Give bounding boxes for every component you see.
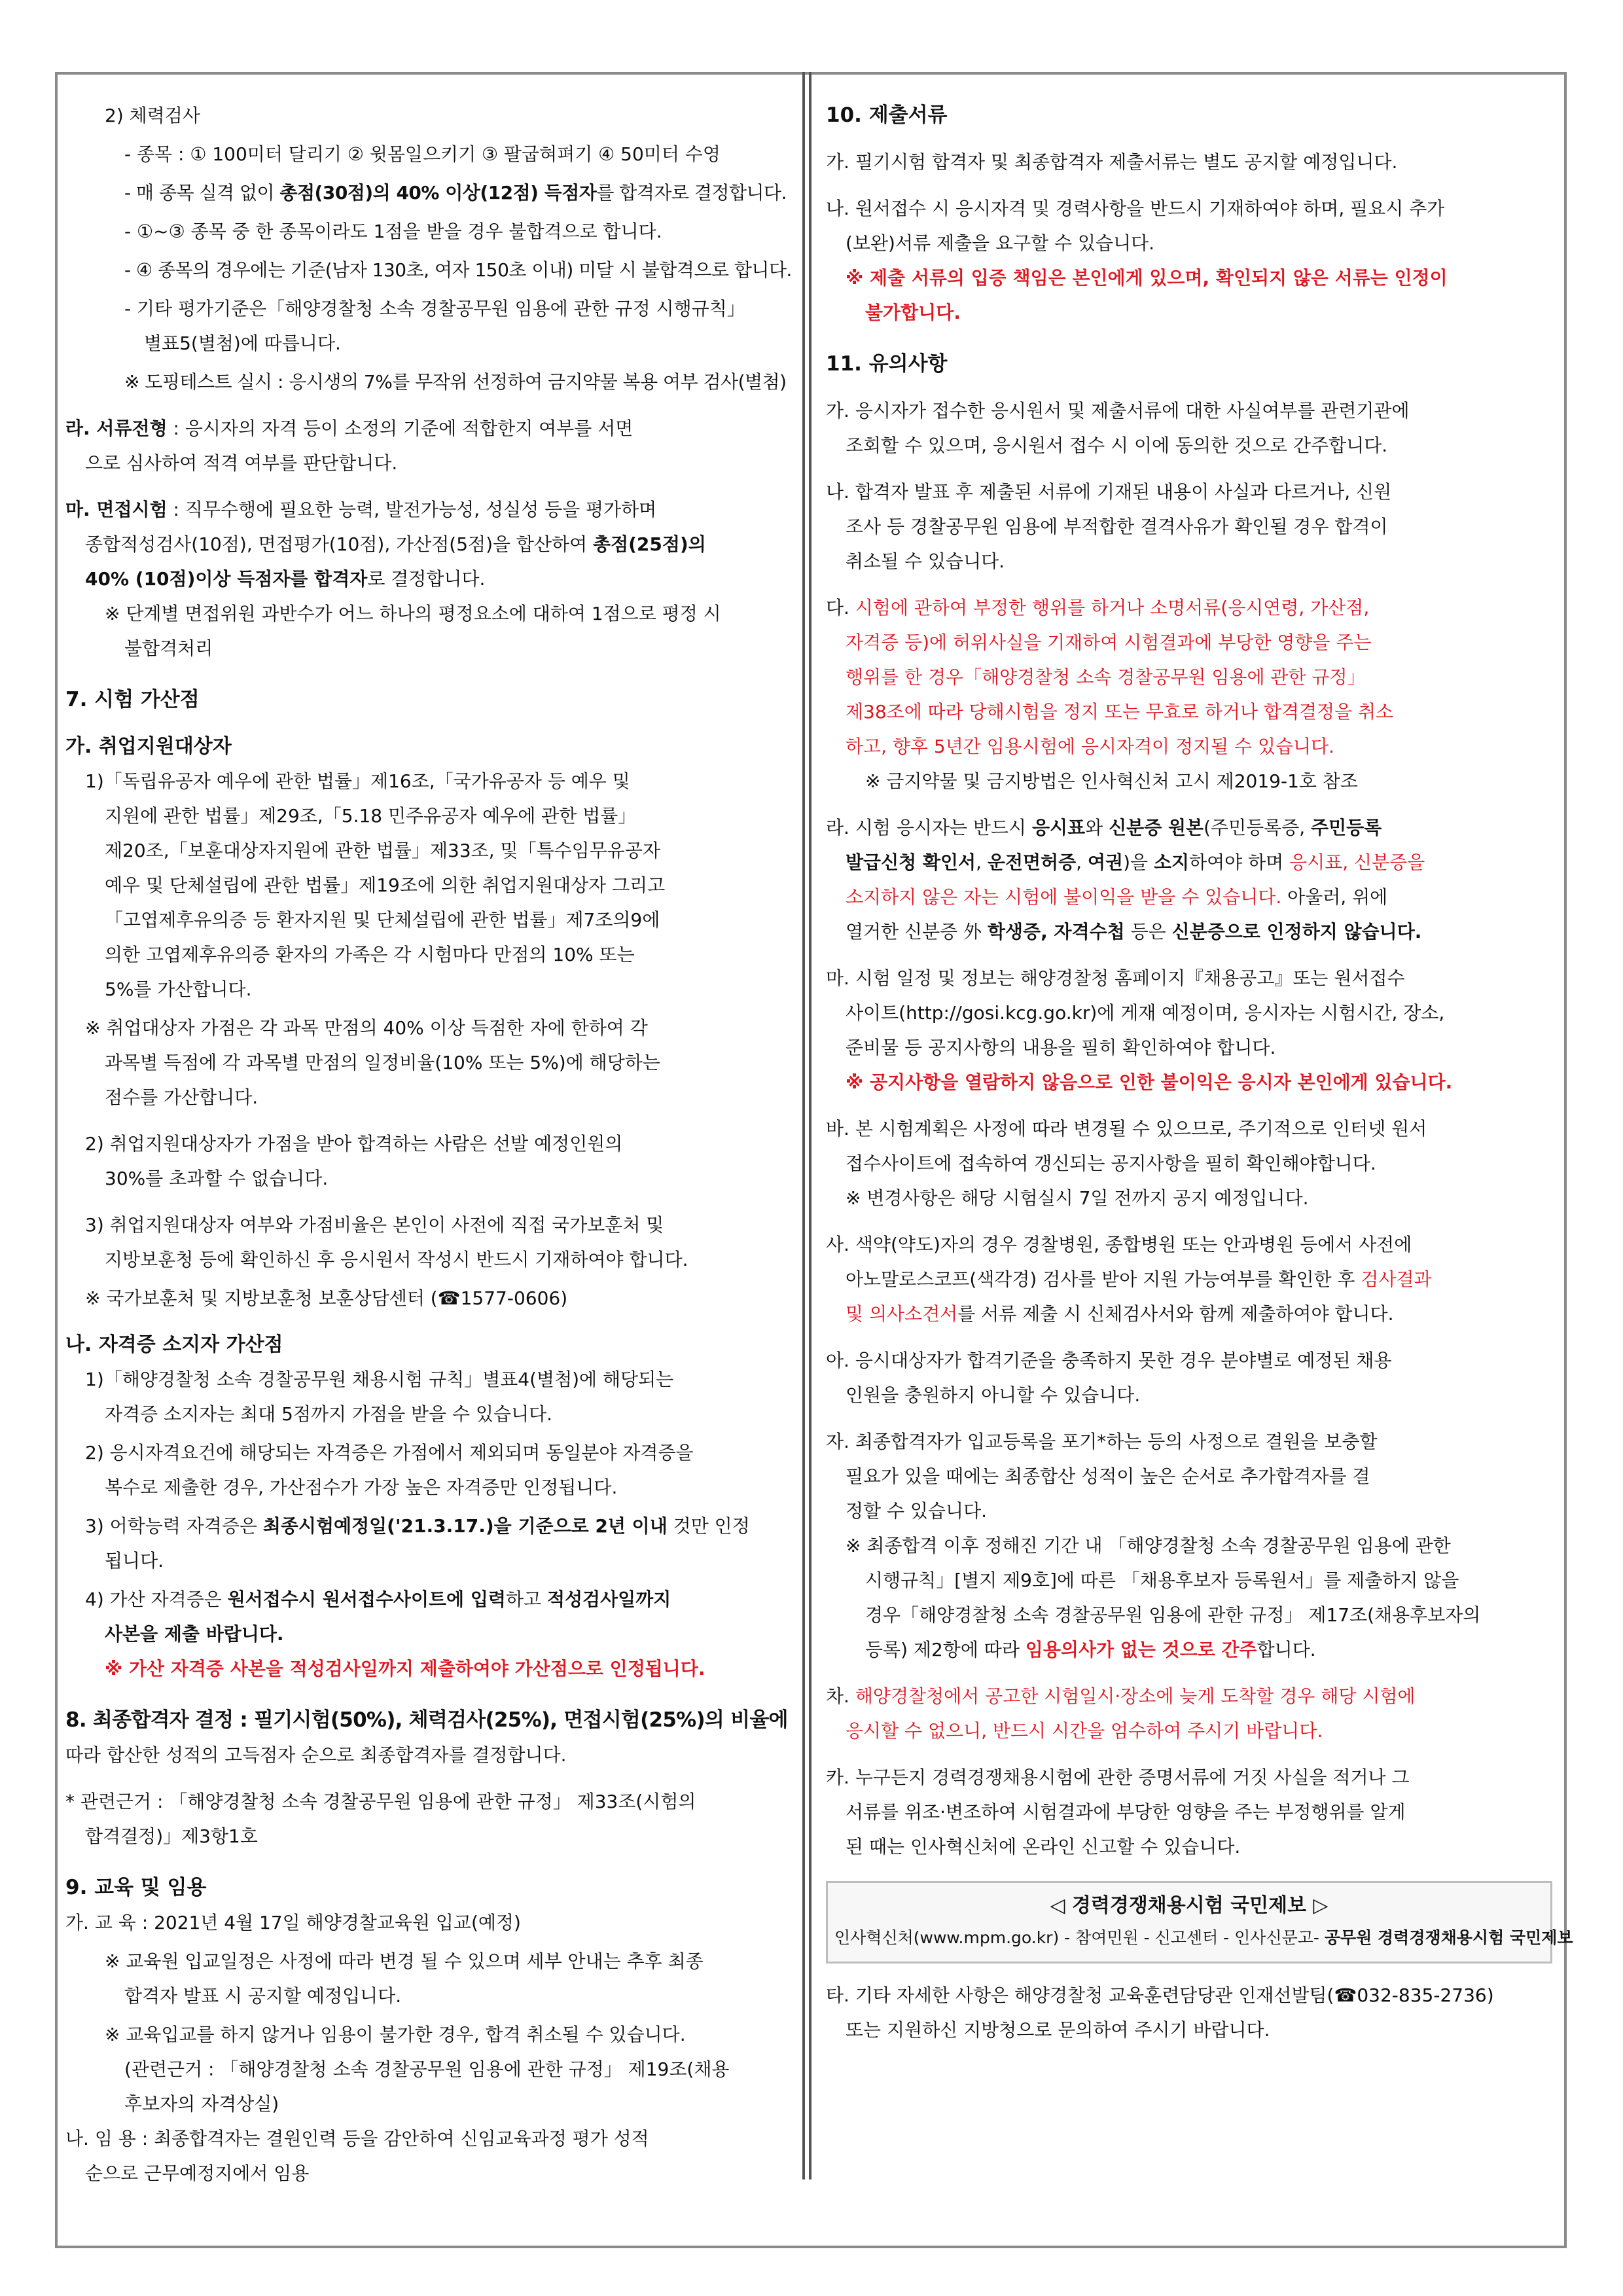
text-line-l31: ※ 국가보훈처 및 지방보훈청 보훈상담센터 (☎1577-0606) bbox=[85, 1287, 568, 1309]
text-span: 발급신청 확인서 bbox=[846, 852, 976, 873]
text-span: 등은 bbox=[1124, 921, 1172, 942]
text-line-r28: 접수사이트에 접속하여 갱신되는 공지사항을 필히 확인해야합니다. bbox=[846, 1153, 1376, 1174]
text-line-r48: 또는 지원하신 지방청으로 문의하여 주시기 바랍니다. bbox=[846, 2019, 1270, 2041]
text-span: 하여야 하며 bbox=[1189, 852, 1290, 873]
text-span: 원서접수시 원서접수사이트에 입력 bbox=[227, 1588, 506, 1610]
text-span: - 매 종목 실격 없이 bbox=[124, 182, 280, 204]
text-line-r47: 타. 기타 자세한 사항은 해양경찰청 교육훈련담당관 인재선발팀(☎032-835-2736) bbox=[826, 1984, 1494, 2006]
text-span: 소지 bbox=[1153, 852, 1190, 873]
text-line-r13 bbox=[826, 590, 1552, 625]
text-line-r43: 응시할 수 없으니, 반드시 시간을 엄수하여 주시기 바랍니다. bbox=[846, 1720, 1323, 1742]
text-line-l36: 복수로 제출한 경우, 가산점수가 가장 높은 자격증만 인정됩니다. bbox=[105, 1477, 618, 1498]
text-line-r7: 11. 유의사항 bbox=[826, 352, 948, 376]
text-line-l46: ※ 교육원 입교일정은 사정에 따라 변경 될 수 있으며 세부 안내는 추후 최종 bbox=[105, 1950, 704, 1972]
text-line-l42: 따라 합산한 성적의 고득점자 순으로 최종합격자를 결정합니다. bbox=[65, 1744, 567, 1766]
text-span: 합니다. bbox=[1257, 1639, 1316, 1660]
text-line-l18: 지원에 관한 법률」제29조,「5.18 민주유공자 예우에 관한 법률」 bbox=[105, 805, 637, 827]
text-line-l34: 자격증 소지자는 최대 5점까지 가점을 받을 수 있습니다. bbox=[105, 1403, 553, 1425]
text-line-r46: 된 때는 인사혁신처에 온라인 신고할 수 있습니다. bbox=[846, 1836, 1241, 1857]
right-column-main bbox=[826, 98, 1552, 1864]
text-span: 와 bbox=[1085, 817, 1109, 838]
text-span: 아노말로스코프(색각경) 검사를 받아 지원 가능여부를 확인한 후 bbox=[846, 1268, 1361, 1290]
text-line-l33: 1)「해양경찰청 소속 경찰공무원 채용시험 규칙」별표4(별첨)에 해당되는 bbox=[85, 1369, 674, 1390]
text-span: : 직무수행에 필요한 능력, 발전가능성, 성실성 등을 평가하며 bbox=[167, 499, 657, 520]
text-line-r29: ※ 변경사항은 해당 시험실시 7일 전까지 공지 예정입니다. bbox=[846, 1187, 1309, 1209]
text-line-r40: 경우「해양경찰청 소속 경찰공무원 임용에 관한 규정」 제17조(채용후보자의 bbox=[865, 1604, 1481, 1626]
citizen-report-path bbox=[834, 1922, 1573, 1954]
text-span: 최종시험예정일('21.3.17.)을 기준으로 2년 이내 bbox=[262, 1515, 668, 1537]
text-span: 신분증 원본 bbox=[1109, 817, 1204, 838]
text-span: 신분증으로 인정하지 않습니다. bbox=[1171, 921, 1422, 942]
text-span: 주민등록 bbox=[1311, 817, 1382, 838]
text-line-l12 bbox=[65, 527, 792, 562]
text-span: 하고 bbox=[505, 1588, 547, 1610]
text-span: 총점(25점)의 bbox=[593, 533, 706, 555]
text-span: 검사결과 bbox=[1361, 1268, 1432, 1290]
text-span: 해양경찰청에서 공고한 시험일시·장소에 늦게 도착할 경우 해당 시험에 bbox=[855, 1685, 1416, 1707]
text-line-l16: 가. 취업지원대상자 bbox=[65, 735, 232, 758]
text-line-l15: 불합격처리 bbox=[124, 637, 213, 659]
text-line-r38: ※ 최종합격 이후 정해진 기간 내 「해양경찰청 소속 경찰공무원 임용에 관한 bbox=[846, 1535, 1451, 1556]
text-line-l47: 합격자 발표 시 공지할 예정입니다. bbox=[124, 1985, 402, 2007]
text-line-l50: 후보자의 자격상실) bbox=[124, 2093, 279, 2115]
text-span: 마. 면접시험 bbox=[65, 499, 168, 520]
text-line-r18: ※ 금지약물 및 금지방법은 인사혁신처 고시 제2019-1호 참조 bbox=[865, 770, 1358, 792]
right-column-after bbox=[826, 1978, 1552, 2047]
text-line-h9: 9. 교육 및 임용 bbox=[65, 1876, 207, 1899]
text-span: 총점(30점)의 40% 이상(12점) 득점자 bbox=[279, 182, 597, 204]
text-line-l22: 의한 고엽제후유의증 환자의 가족은 각 시험마다 만점의 10% 또는 bbox=[105, 944, 635, 965]
text-span: (주민등록증, bbox=[1204, 817, 1311, 838]
text-line-r27: 바. 본 시험계획은 사정에 따라 변경될 수 있으므로, 주기적으로 인터넷 원서 bbox=[826, 1118, 1427, 1139]
text-line-r25: 준비물 등 공지사항의 내용을 필히 확인하여야 합니다. bbox=[846, 1037, 1276, 1058]
citizen-report-path-prefix: 인사혁신처(www.mpm.go.kr) - 참여민원 - 신고센터 - 인사신문고- bbox=[834, 1928, 1325, 1947]
text-line-r1: 10. 제출서류 bbox=[826, 103, 948, 127]
text-line-r2: 가. 필기시험 합격자 및 최종합격자 제출서류는 별도 공지할 예정입니다. bbox=[826, 151, 1398, 173]
text-line-r26: ※ 공지사항을 열람하지 않음으로 인한 불이익은 응시자 본인에게 있습니다. bbox=[846, 1071, 1453, 1093]
text-span: 열거한 신분증 外 bbox=[846, 921, 988, 942]
text-line-l17: 1)「독립유공자 예우에 관한 법률」제16조,「국가유공자 등 예우 및 bbox=[85, 770, 630, 792]
text-span: 4) 가산 자격증은 bbox=[85, 1588, 228, 1610]
text-line-l21: 「고엽제후유의증 등 환자지원 및 단체설립에 관한 법률」제7조의9에 bbox=[105, 909, 660, 931]
text-line-r20 bbox=[826, 845, 1552, 880]
text-line-r12: 취소될 수 있습니다. bbox=[846, 550, 1005, 572]
text-line-r17: 하고, 향후 5년간 임용시험에 응시자격이 정지될 수 있습니다. bbox=[846, 736, 1335, 757]
text-span: 학생증, 자격수첩 bbox=[988, 921, 1125, 942]
text-line-l4: - ①~③ 종목 중 한 종목이라도 1점을 받을 경우 불합격으로 합니다. bbox=[124, 221, 662, 242]
text-line-l6: - 기타 평가기준은「해양경찰청 소속 경찰공무원 임용에 관한 규정 시행규칙」 bbox=[124, 298, 745, 319]
text-line-l44: 합격결정)」제3항1호 bbox=[85, 1825, 258, 1847]
text-line-l20: 예우 및 단체설립에 관한 법률」제19조에 의한 취업지원대상자 그리고 bbox=[105, 874, 666, 896]
text-line-r39: 시행규칙」[별지 제9호]에 따른 「채용후보자 등록원서」를 제출하지 않을 bbox=[865, 1570, 1459, 1591]
text-line-l1: 2) 체력검사 bbox=[105, 105, 200, 126]
text-line-l8: ※ 도핑테스트 실시 : 응시생의 7%를 무작위 선정하여 금지약물 복용 여부 검사(별첨) bbox=[124, 371, 787, 393]
text-line-r37: 정할 수 있습니다. bbox=[846, 1500, 988, 1522]
text-line-r6: 불가합니다. bbox=[865, 302, 961, 323]
column-divider bbox=[802, 72, 812, 2179]
text-line-l38: 됩니다. bbox=[105, 1550, 164, 1571]
text-span: 소지하지 않은 자는 시험에 불이익을 받을 수 있습니다. bbox=[846, 886, 1282, 908]
text-line-r31 bbox=[826, 1262, 1552, 1297]
text-line-r33: 아. 응시대상자가 합격기준을 충족하지 못한 경우 분야별로 예정된 채용 bbox=[826, 1350, 1392, 1371]
text-line-r22 bbox=[826, 914, 1552, 949]
text-line-l39 bbox=[65, 1582, 792, 1617]
text-line-r32 bbox=[826, 1297, 1552, 1331]
text-line-l32: 나. 자격증 소지자 가산점 bbox=[65, 1333, 283, 1356]
left-column bbox=[65, 98, 792, 2191]
text-span: 종합적성검사(10점), 면접평가(10점), 가산점(5점)을 합산하여 bbox=[85, 533, 594, 555]
text-line-r45: 서류를 위조·변조하여 시험결과에 부당한 영향을 주는 부정행위를 알게 bbox=[846, 1801, 1406, 1823]
text-line-l40: 사본을 제출 바랍니다. bbox=[105, 1623, 284, 1645]
text-span: 운전면허증 bbox=[987, 852, 1077, 873]
text-line-l52: 순으로 근무예정지에서 임용 bbox=[85, 2162, 310, 2184]
text-line-r3: 나. 원서접수 시 응시자격 및 경력사항을 반드시 기재하여야 하며, 필요시 추가 bbox=[826, 198, 1445, 219]
text-line-l24: ※ 취업대상자 가점은 각 과목 만점의 40% 이상 득점한 자에 한하여 각 bbox=[85, 1017, 648, 1039]
text-line-l27: 2) 취업지원대상자가 가점을 받아 합격하는 사람은 선발 예정인원의 bbox=[85, 1133, 623, 1155]
text-line-r41 bbox=[826, 1632, 1552, 1667]
text-line-r23: 마. 시험 일정 및 정보는 해양경찰청 홈페이지『채용공고』또는 원서접수 bbox=[826, 967, 1405, 989]
text-span: : 응시자의 자격 등이 소정의 기준에 적합한지 여부를 서면 bbox=[167, 418, 633, 439]
text-line-r11: 조사 등 경찰공무원 임용에 부적합한 결격사유가 확인될 경우 합격이 bbox=[846, 516, 1388, 537]
text-line-r10: 나. 합격자 발표 후 제출된 서류에 기재된 내용이 사실과 다르거나, 신원 bbox=[826, 481, 1392, 503]
text-span: , bbox=[1076, 852, 1088, 873]
text-span: 필기시험(50%), 체력검사(25%), 면접시험(25%)의 비율에 bbox=[247, 1708, 788, 1732]
text-line-r19 bbox=[826, 810, 1552, 845]
text-line-l28: 30%를 초과할 수 없습니다. bbox=[105, 1168, 329, 1189]
text-line-l2: - 종목 : ① 100미터 달리기 ② 윗몸일으키기 ③ 팔굽혀펴기 ④ 50미터 수영 bbox=[124, 143, 721, 165]
text-line-r15: 행위를 한 경우「해양경찰청 소속 경찰공무원 임용에 관한 규정」 bbox=[846, 666, 1366, 688]
text-line-l5: - ④ 종목의 경우에는 기준(남자 130초, 여자 150초 이내) 미달 시 불합격으로 합니다. bbox=[124, 259, 792, 281]
text-line-l37 bbox=[65, 1509, 792, 1543]
text-line-l35: 2) 응시자격요건에 해당되는 자격증은 가점에서 제외되며 동일분야 자격증을 bbox=[85, 1442, 694, 1463]
text-line-l45: 가. 교 육 : 2021년 4월 17일 해양경찰교육원 입교(예정) bbox=[65, 1912, 521, 1933]
text-line-l10: 으로 심사하여 적격 여부를 판단합니다. bbox=[85, 452, 398, 474]
text-line-l49: (관련근거 : 「해양경찰청 소속 경찰공무원 임용에 관한 규정」 제19조(채용 bbox=[124, 2058, 730, 2080]
text-line-l14: ※ 단계별 면접위원 과반수가 어느 하나의 평정요소에 대하여 1점으로 평정 시 bbox=[105, 603, 721, 624]
text-span: )을 bbox=[1123, 852, 1154, 873]
citizen-report-title: ◁ 경력경쟁채용시험 국민제보 ▷ bbox=[1050, 1894, 1329, 1917]
text-span: 응시표, 신분증을 bbox=[1289, 852, 1425, 873]
text-line-l26: 점수를 가산합니다. bbox=[105, 1086, 259, 1108]
text-span: 를 서류 제출 시 신체검사서와 함께 제출하여야 합니다. bbox=[957, 1303, 1394, 1325]
text-line-r30: 사. 색약(약도)자의 경우 경찰병원, 종합병원 또는 안과병원 등에서 사전에 bbox=[826, 1234, 1412, 1255]
text-span: 응시표 bbox=[1031, 817, 1086, 838]
text-span: 등록) 제2항에 따라 bbox=[865, 1639, 1026, 1660]
text-span: 임용의사가 없는 것으로 간주 bbox=[1025, 1639, 1257, 1660]
text-span: 것만 인정 bbox=[667, 1515, 750, 1537]
text-line-l51: 나. 임 용 : 최종합격자는 결원인력 등을 감안하여 신임교육과정 평가 성적 bbox=[65, 2128, 649, 2149]
text-line-r16: 제38조에 따라 당해시험을 정지 또는 무효로 하거나 합격결정을 취소 bbox=[846, 701, 1394, 723]
text-span: 적성검사일까지 bbox=[546, 1588, 671, 1610]
text-line-r35: 자. 최종합격자가 입교등록을 포기*하는 등의 사정으로 결원을 보충할 bbox=[826, 1431, 1378, 1452]
text-line-l41: ※ 가산 자격증 사본을 적성검사일까지 제출하여야 가산점으로 인정됩니다. bbox=[105, 1658, 705, 1679]
text-span: 를 합격자로 결정합니다. bbox=[596, 182, 787, 204]
right-column bbox=[826, 98, 1573, 2047]
text-line-l13 bbox=[65, 562, 792, 596]
text-line-l7: 별표5(별첨)에 따릅니다. bbox=[144, 332, 341, 354]
text-line-l23: 5%를 가산합니다. bbox=[105, 978, 252, 1000]
text-span: 시험에 관하여 부정한 행위를 하거나 소명서류(응시연령, 가산점, bbox=[855, 597, 1370, 619]
text-line-l11 bbox=[65, 492, 792, 527]
text-span: 다. bbox=[826, 597, 855, 619]
text-span: 아울러, 위에 bbox=[1281, 886, 1388, 908]
citizen-report-box bbox=[826, 1881, 1573, 1964]
text-span: 40% (10점)이상 득점자를 합격자 bbox=[85, 568, 368, 590]
text-span: 로 결정합니다. bbox=[367, 568, 486, 590]
text-line-r5: ※ 제출 서류의 입증 책임은 본인에게 있으며, 확인되지 않은 서류는 인정이 bbox=[846, 267, 1448, 289]
text-line-r34: 인원을 충원하지 아니할 수 있습니다. bbox=[846, 1384, 1141, 1406]
text-span: 8. 최종합격자 결정 : bbox=[65, 1708, 247, 1732]
text-span: 여권 bbox=[1087, 852, 1124, 873]
text-line-r42 bbox=[826, 1679, 1552, 1713]
text-span: 라. 시험 응시자는 반드시 bbox=[826, 817, 1032, 838]
text-line-l29: 3) 취업지원대상자 여부와 가점비율은 본인이 사전에 직접 국가보훈처 및 bbox=[85, 1214, 664, 1236]
text-line-r4: (보완)서류 제출을 요구할 수 있습니다. bbox=[846, 232, 1155, 254]
text-line-l30: 지방보훈청 등에 확인하신 후 응시원서 작성시 반드시 기재하여야 합니다. bbox=[105, 1249, 688, 1270]
text-line-h8 bbox=[65, 1703, 792, 1738]
text-line-l19: 제20조,「보훈대상자지원에 관한 법률」제33조, 및「특수임무유공자 bbox=[105, 840, 660, 861]
text-line-l25: 과목별 득점에 각 과목별 만점의 일정비율(10% 또는 5%)에 해당하는 bbox=[105, 1052, 660, 1073]
text-line-l3 bbox=[65, 175, 792, 210]
text-line-l48: ※ 교육입교를 하지 않거나 임용이 불가한 경우, 합격 취소될 수 있습니다. bbox=[105, 2024, 686, 2045]
text-line-l43: * 관련근거 : 「해양경찰청 소속 경찰공무원 임용에 관한 규정」 제33조(시험의 bbox=[65, 1791, 696, 1812]
text-span: 3) 어학능력 자격증은 bbox=[85, 1515, 263, 1537]
text-line-r9: 조회할 수 있으며, 응시원서 접수 시 이에 동의한 것으로 간주합니다. bbox=[846, 435, 1388, 456]
text-span: 및 의사소견서 bbox=[846, 1303, 958, 1325]
text-line-l9 bbox=[65, 411, 792, 446]
text-line-r36: 필요가 있을 때에는 최종합산 성적이 높은 순서로 추가합격자를 결 bbox=[846, 1465, 1370, 1487]
text-span: 차. bbox=[826, 1685, 855, 1707]
text-line-r21 bbox=[826, 880, 1552, 914]
text-line-r14: 자격증 등)에 허위사실을 기재하여 시험결과에 부당한 영향을 주는 bbox=[846, 632, 1372, 653]
text-line-r8: 가. 응시자가 접수한 응시원서 및 제출서류에 대한 사실여부를 관련기관에 bbox=[826, 400, 1410, 422]
text-line-h7: 7. 시험 가산점 bbox=[65, 688, 200, 711]
citizen-report-path-target: 공무원 경력경쟁채용시험 국민제보 bbox=[1324, 1928, 1573, 1947]
text-line-r44: 카. 누구든지 경력경쟁채용시험에 관한 증명서류에 거짓 사실을 적거나 그 bbox=[826, 1767, 1410, 1788]
text-span: 라. 서류전형 bbox=[65, 418, 168, 439]
text-span: , bbox=[976, 852, 988, 873]
text-line-r24: 사이트(http://gosi.kcg.go.kr)에 게재 예정이며, 응시자는 시험시간, 장소, bbox=[846, 1002, 1445, 1024]
